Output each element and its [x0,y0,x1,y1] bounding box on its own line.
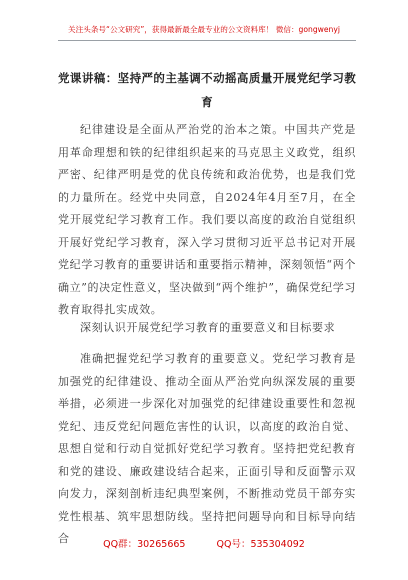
body-paragraph-2: 准确把握党纪学习教育的重要意义。党纪学习教育是加强党的纪律建设、推动全面从严治党向纵深发展的重要举措，必须进一步深化对加强党的纪律建设重要性和忽视党纪、违反党纪问题危害性的认识，以高度的政治自觉、思想自觉和行动自觉抓好党纪学习教育。坚持把党纪教育和党的建设、廉政建设结合起来，正面引导和反面警示双向发力，深刻剖析违纪典型案例，不断推动党员干部夯实党性根基、筑牢思想防线。坚持把问题导向和目标导向结合 [58,352,356,545]
footer-qq-id: QQ号：535304092 [216,539,305,550]
footer-qq-group: QQ群：30265665 [103,539,186,550]
header-promo-note: 关注头条号“公文研究”，获得最新最全最专业的公文资料库！ 微信：gongwenyj [68,25,340,34]
section-subheading: 深刻认识开展党纪学习教育的重要意义和目标要求 [80,321,336,334]
footer-contact [0,536,408,550]
body-paragraph-1: 纪律建设是全面从严治党的治本之策。中国共产党是用革命理想和铁的纪律组织起来的马克思主义政党，组织严密、纪律严明是党的优良传统和政治优势，也是我们党的力量所在。经党中央同意，自2024年4月至7月，在全党开展党纪学习教育工作。我们要以高度的政治自觉组织开展好党纪学习教育，深入学习贯彻习近平总书记对开展党纪学习教育的重要讲话和重要指示精神，深刻领悟“两个确立”的决定性意义，坚决做到“两个维护”，确保党纪学习教育取得扎实成效。 [58,123,356,316]
header-divider [58,40,356,41]
document-title: 党课讲稿：坚持严的主基调不动摇高质量开展党纪学习教育 [58,71,356,109]
